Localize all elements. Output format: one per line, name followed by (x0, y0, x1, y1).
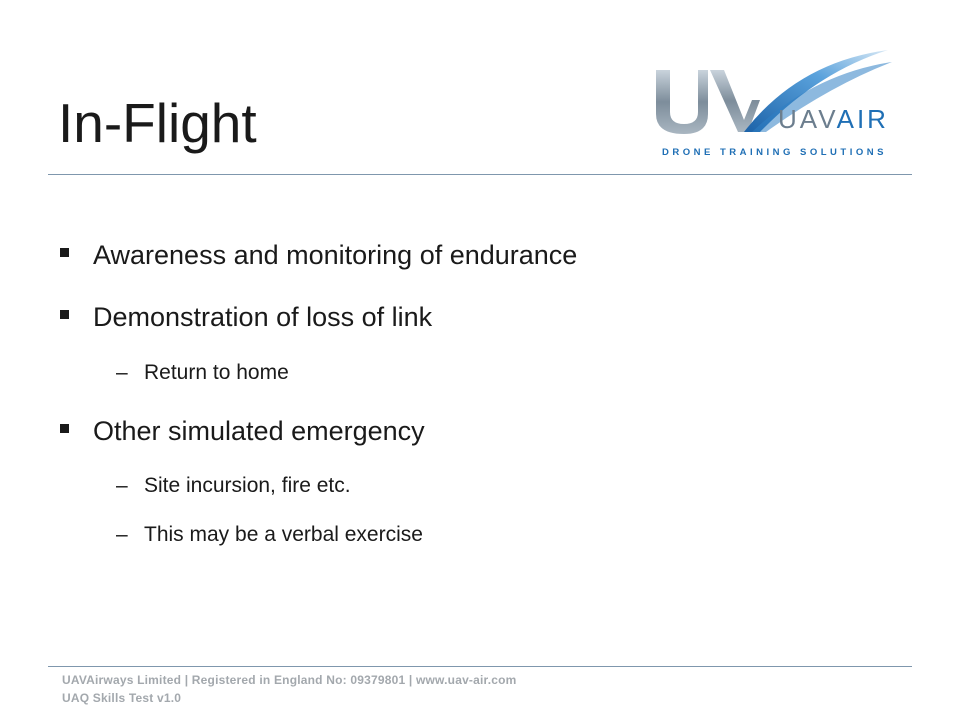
footer-company-line: UAVAirways Limited | Registered in England No: 09379801 | www.uav-air.com (62, 673, 517, 687)
bullet-text: Other simulated emergency (93, 416, 425, 446)
sub-bullet-item (116, 474, 351, 498)
sub-bullet-item (116, 523, 423, 547)
dash-bullet-icon: – (116, 361, 128, 384)
square-bullet-icon (60, 248, 69, 257)
bullet-text: Awareness and monitoring of endurance (93, 240, 578, 270)
dash-bullet-icon: – (116, 474, 128, 497)
logo-uav-text: UAV (778, 104, 837, 134)
sub-bullet-text: This may be a verbal exercise (144, 523, 423, 546)
sub-bullet-text: Site incursion, fire etc. (144, 474, 351, 497)
bullet-item (60, 416, 425, 447)
footer-divider (48, 666, 912, 667)
logo-tagline: DRONE TRAINING SOLUTIONS (662, 147, 887, 158)
slide-title: In-Flight (58, 92, 257, 154)
bullet-item (60, 240, 577, 271)
sub-bullet-item (116, 361, 289, 385)
bullet-text: Demonstration of loss of link (93, 302, 433, 332)
sub-bullet-text: Return to home (144, 361, 289, 384)
logo-air-text: AIR (836, 104, 889, 134)
dash-bullet-icon: – (116, 523, 128, 546)
footer-version-line: UAQ Skills Test v1.0 (62, 691, 182, 705)
bullet-item (60, 302, 432, 333)
square-bullet-icon (60, 424, 69, 433)
square-bullet-icon (60, 310, 69, 319)
